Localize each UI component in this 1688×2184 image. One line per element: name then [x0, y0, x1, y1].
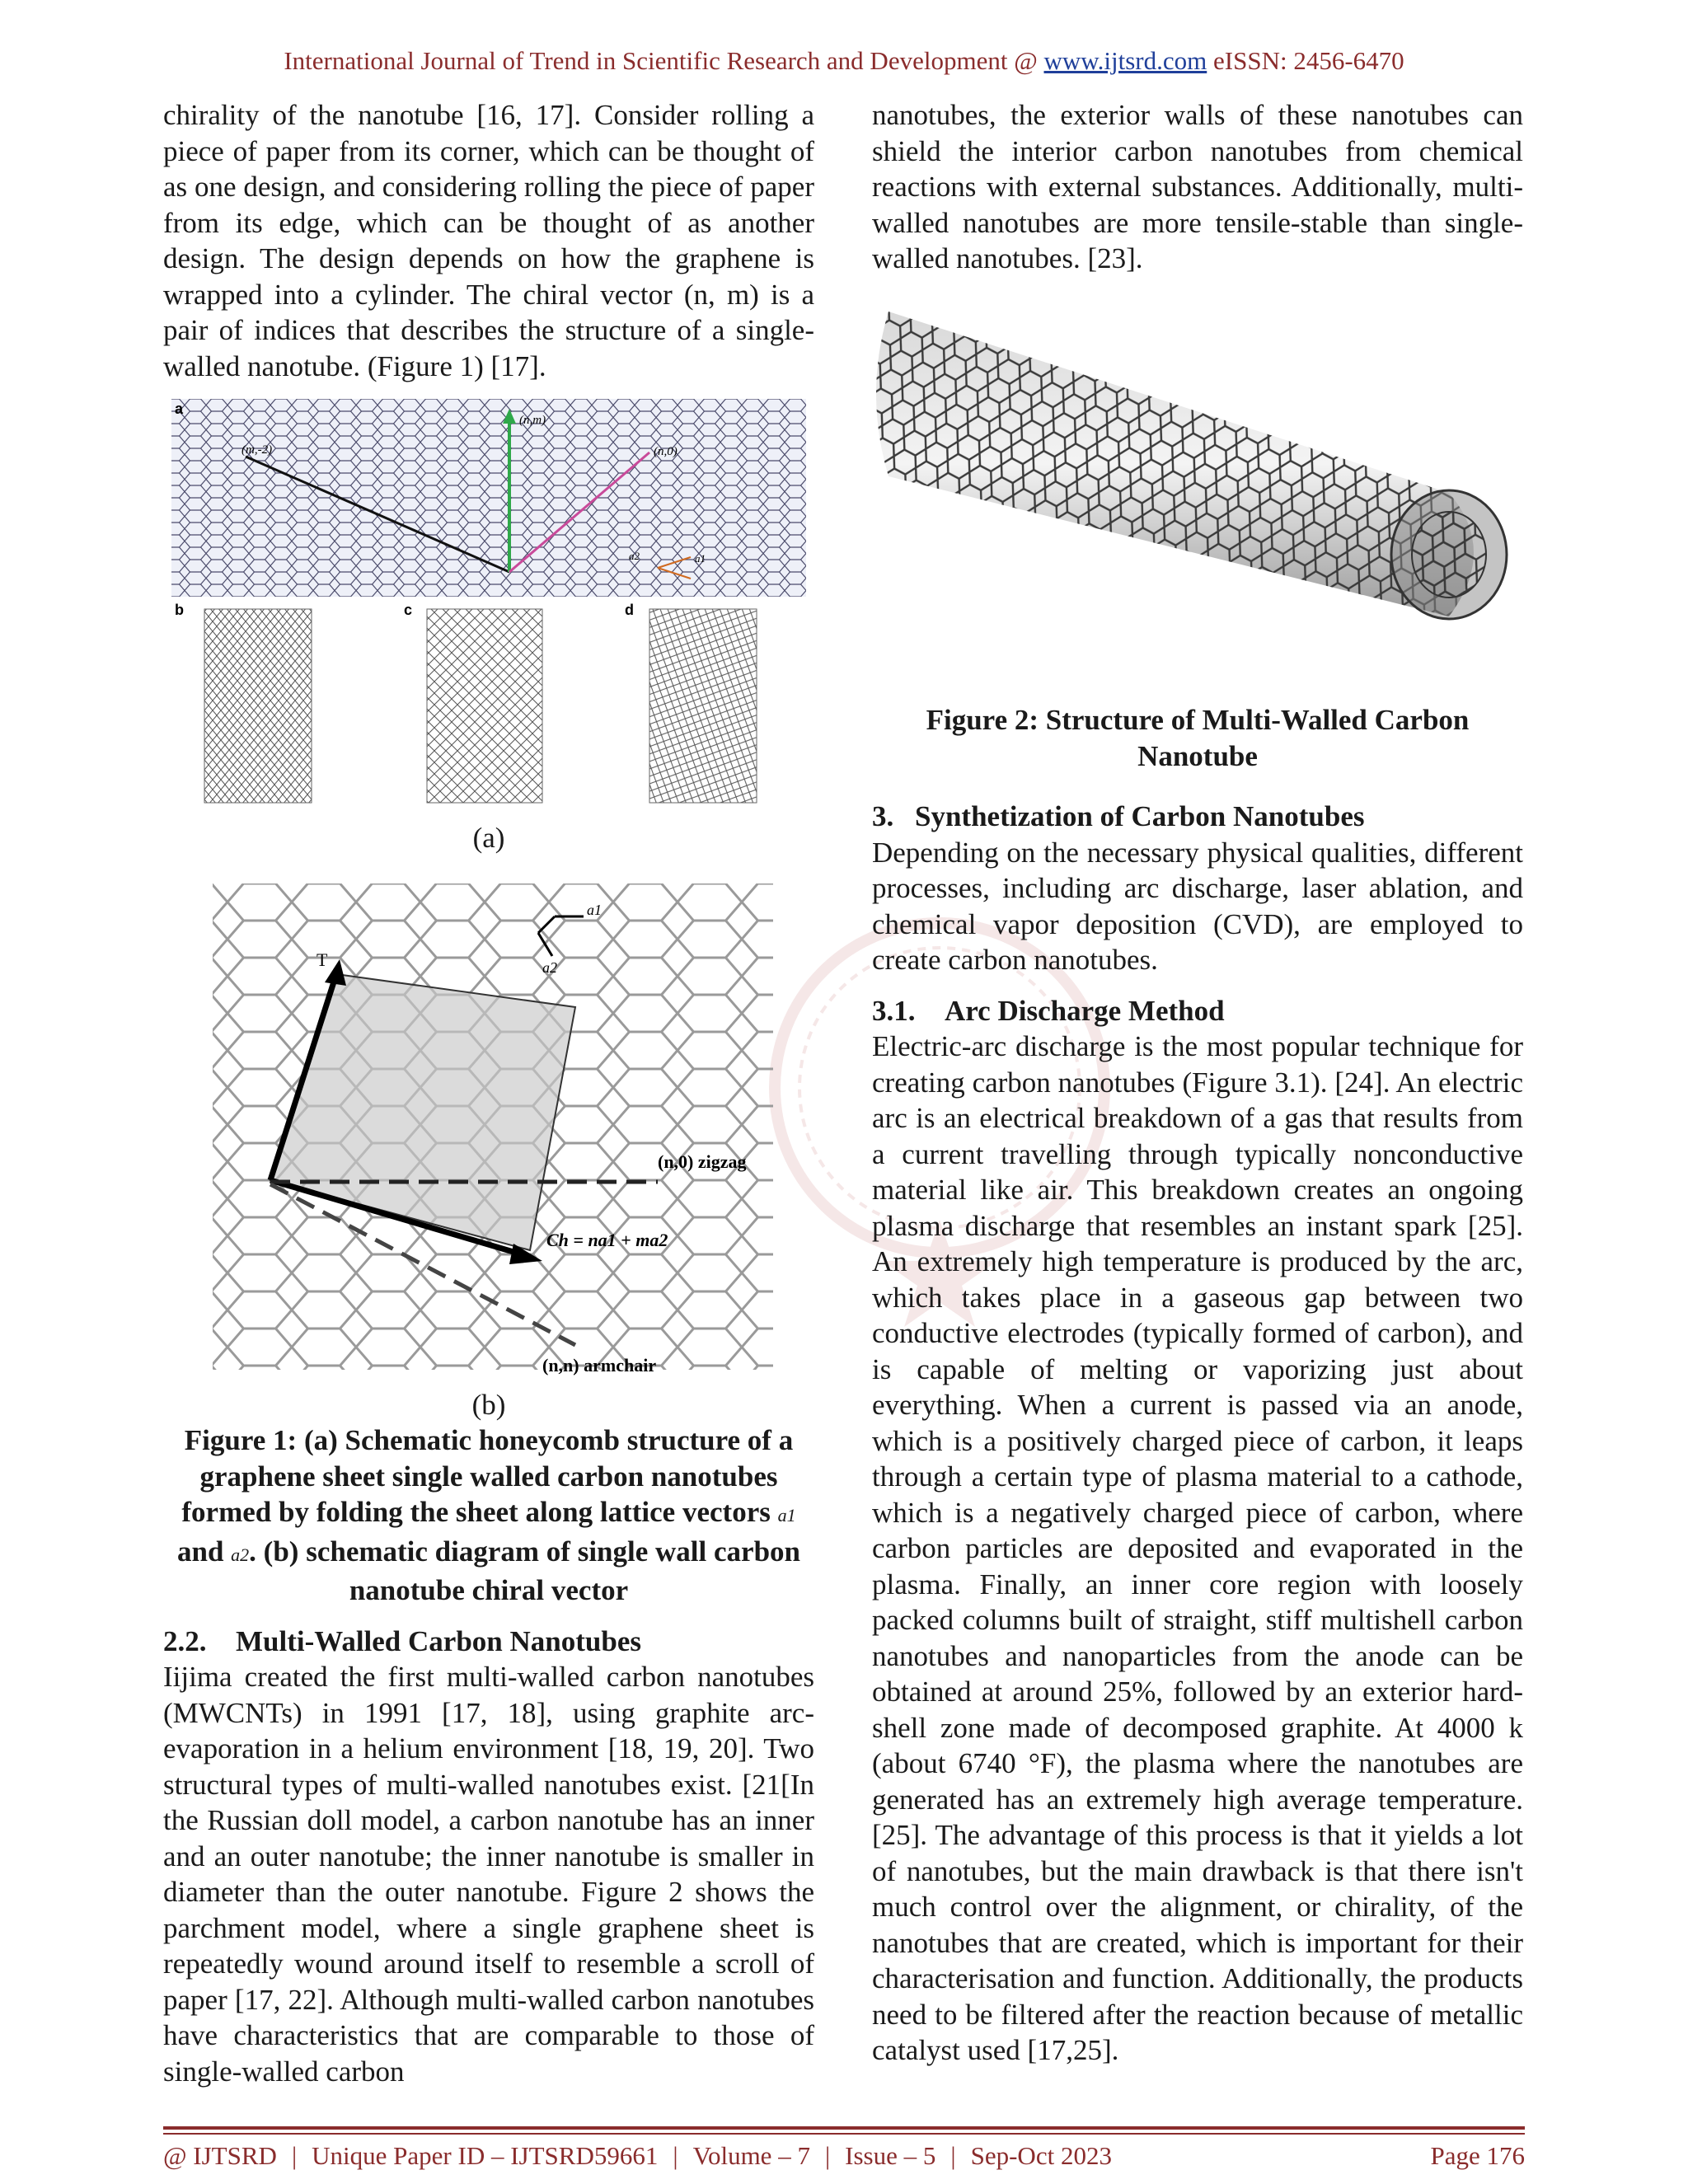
footer-left: [163, 2141, 1112, 2171]
section-3-heading: [872, 799, 1523, 835]
header-prefix: International Journal of Trend in Scientific Research and Development @: [284, 46, 1044, 75]
footer-journal: @ IJTSRD: [163, 2141, 277, 2170]
figure-2-graphic: [872, 287, 1523, 674]
zigzag-label: (n,0) zigzag: [658, 1151, 747, 1172]
footer-sep-3: |: [824, 2141, 831, 2170]
left-paragraph-1: chirality of the nanotube [16, 17]. Consider rolling a piece of paper from its corner, which can be thought of as one design, and considering rolling the piece of paper from its edge, which can be thought of as another design. The design depends on how the graphene is wrapped into a cylinder. The chiral vector (n, m) is a pair of indices that describes the structure of a single-walled nanotube. (Figure 1) [17].: [163, 99, 814, 382]
running-header: [0, 46, 1688, 76]
right-paragraph-3: Electric-arc discharge is the most popular technique for creating carbon nanotubes (Figure 3.1). [24]. An electric arc is an electrical breakdown of a gas that results from a current travelling through typically nonconductive material like air. This breakdown creates an ongoing plasma discharge that resembles an instant spark [25]. An extremely high temperature is produced by the arc, which takes place in a gaseous gap between two conductive electrodes (typically formed of carbon), and is capable of melting or vaporizing just about everything. When a current is passed via an anode, which is a positively charged piece of carbon, it leaps through a certain type of plasma material to a cathode, which is a negatively charged piece of carbon, where carbon particles are deposited and evaporated in the plasma. Finally, an inner core region with loosely packed columns built of straight, stiff multishell carbon nanotubes and nanoparticles from the anode can be obtained at around 25%, followed by an exterior hard-shell zone made of decomposed graphite. At 4000 k (about 6740 °F), the plasma where the nanotubes are generated has an extremely high average temperature. [25]. The advantage of this process is that it yields a lot of nanotubes, but the main drawback is that there isn't much control over the alignment, or chirality, of the nanotubes that are created, which is important for their characterisation and function. Additionally, the products need to be filtered after the reaction because of metallic catalyst used [17,25].: [872, 1030, 1523, 2066]
fig1b-a2-label: a2: [542, 959, 557, 976]
figure-2: [872, 287, 1523, 683]
figure-1b-graphic: [163, 883, 814, 1378]
footer-paper-id: Unique Paper ID – IJTSRD59661: [312, 2141, 659, 2170]
fig1b-a1-label: a1: [587, 902, 602, 918]
armchair-label: (n,n) armchair: [542, 1355, 657, 1376]
section-3-1-title: Arc Discharge Method: [945, 994, 1225, 1027]
section-3-1-number: 3.1.: [872, 994, 916, 1027]
figure-1-caption: [163, 1422, 814, 1609]
page-footer: [163, 2141, 1525, 2171]
journal-link[interactable]: www.ijtsrd.com: [1043, 46, 1207, 75]
figure-2-caption: Figure 2: Structure of Multi-Walled Carbon Nanotube: [926, 704, 1470, 772]
footer-issue: Issue – 5: [845, 2141, 936, 2170]
panel-b-label: b: [175, 602, 184, 618]
left-column: [163, 97, 814, 2089]
section-2-2-number: 2.2.: [163, 1624, 207, 1657]
figure-1a-graphic: [163, 399, 814, 811]
chiral-tube: [649, 609, 757, 803]
fig1a-a1-label: a1: [695, 552, 706, 565]
panel-d-label: d: [625, 602, 634, 618]
fig1a-green-label: (n,m): [519, 414, 546, 427]
fig1a-t-label: (m,-2): [241, 443, 273, 457]
panel-c-label: c: [404, 602, 413, 618]
right-paragraph-1: nanotubes, the exterior walls of these nanotubes can shield the interior carbon nanotubes from chemical reactions with external substances. Additionally, multi-walled nanotubes are more tensile-stable than single-walled nanotubes. [23].: [872, 99, 1523, 274]
ch-label: Ch = na1 + ma2: [546, 1230, 668, 1250]
header-suffix: eISSN: 2456-6470: [1207, 46, 1404, 75]
fig1b-t-label: T: [316, 949, 328, 970]
right-paragraph-2: Depending on the necessary physical qualities, different processes, including arc discharge, laser ablation, and chemical vapor deposition (CVD), are employed to create carbon nanotubes.: [872, 836, 1523, 976]
section-3-number: 3.: [872, 800, 894, 832]
fig1a-a2-label: a2: [629, 550, 640, 562]
figure-1b: [163, 883, 814, 1422]
caption-part-1: Figure 1: (a) Schematic honeycomb structure of a graphene sheet single walled carbon nanotubes formed by folding the sheet along lattice vectors: [181, 1424, 794, 1528]
caption-part-2: . (b) schematic diagram of single wall carbon nanotube chiral vector: [249, 1535, 800, 1606]
figure-1b-sublabel: (b): [471, 1388, 506, 1421]
armchair-tube: [427, 609, 542, 803]
left-paragraph-2: Iijima created the first multi-walled carbon nanotubes (MWCNTs) in 1991 [17, 18], using graphite arc-evaporation in a helium environment [18, 19, 20]. Two structural types of multi-walled nanotubes exist. [21[In the Russian doll model, a carbon nanotube has an inner and an outer nanotube; the inner nanotube is smaller in diameter than the outer nanotube. Figure 2 shows the parchment model, where a single graphene sheet is repeatedly wound around itself to resemble a scroll of paper [17, 22]. Although multi-walled carbon nanotubes have characteristics that are comparable to those of single-walled carbon: [163, 1661, 814, 2088]
panel-a-label: a: [175, 401, 184, 417]
figure-1a: [163, 399, 814, 855]
caption-a2: a2: [231, 1544, 250, 1565]
footer-rule-thick: [163, 2126, 1525, 2130]
footer-sep-4: |: [950, 2141, 956, 2170]
section-2-2-heading: [163, 1624, 814, 1660]
right-column: [872, 97, 1523, 2069]
section-2-2-title: Multi-Walled Carbon Nanotubes: [236, 1624, 641, 1657]
caption-a1: a1: [777, 1505, 796, 1526]
footer-date: Sep-Oct 2023: [970, 2141, 1112, 2170]
section-3-1-heading: [872, 993, 1523, 1029]
zigzag-tube: [204, 609, 312, 803]
fig1a-pink-label: (n,0): [654, 445, 678, 458]
footer-sep-2: |: [673, 2141, 678, 2170]
footer-volume: Volume – 7: [692, 2141, 810, 2170]
figure-1a-sublabel: (a): [472, 821, 505, 854]
footer-page-number: Page 176: [1430, 2141, 1525, 2170]
footer-sep-1: |: [291, 2141, 298, 2170]
caption-and: and: [176, 1535, 232, 1568]
section-3-title: Synthetization of Carbon Nanotubes: [915, 800, 1365, 832]
footer-rule-thin: [163, 2133, 1525, 2135]
